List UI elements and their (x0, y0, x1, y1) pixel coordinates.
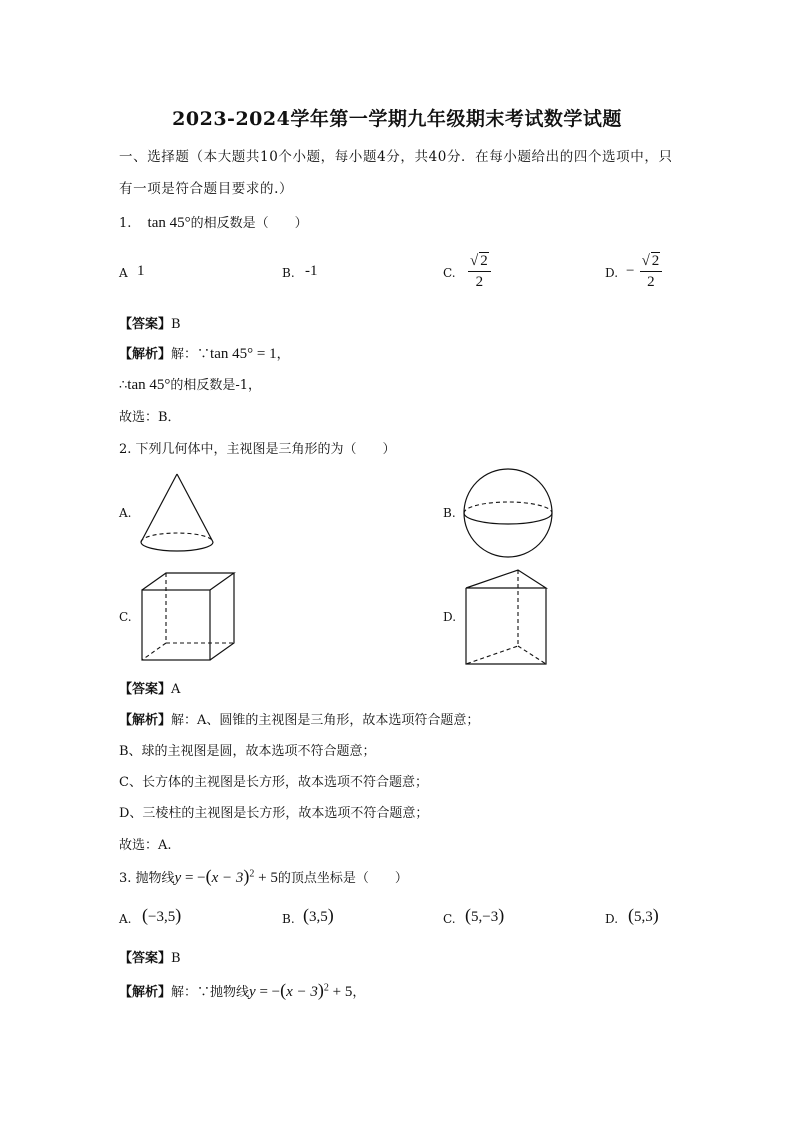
question-number: 1. (119, 216, 132, 231)
stem-text: 的相反数是（ ） (190, 216, 308, 231)
option-b-label: B. (282, 266, 295, 280)
option-a-label: A. (119, 912, 132, 926)
cube-icon (138, 570, 238, 664)
analysis-text: 的相反数是-1， (170, 378, 262, 393)
answer-tag: 【答案】 (119, 317, 172, 332)
answer-tag: 【答案】 (119, 951, 172, 966)
sqrt-radicand: 2 (651, 253, 660, 269)
option-c-label: C. (443, 266, 456, 280)
answer-tag: 【答案】 (119, 682, 172, 697)
answer-value: B (171, 951, 181, 966)
stem-text: 3. 抛物线 (119, 871, 175, 886)
option-c-value: (5,−3) (465, 905, 505, 925)
math-expression: x − 3 (211, 870, 244, 886)
fraction-denominator: 2 (647, 274, 655, 290)
coordinate-value: −3,5 (148, 909, 176, 925)
analysis-tag: 【解析】 (119, 347, 172, 362)
analysis-text: 解：A、圆锥的主视图是三角形，故本选项符合题意； (171, 713, 480, 728)
q2-analysis-3: C、长方体的主视图是长方形，故本选项不符合题意； (119, 775, 428, 790)
q3-answer (119, 947, 181, 966)
analysis-tag: 【解析】 (119, 985, 172, 1000)
math-expression: x − 3 (286, 984, 318, 1000)
cone-icon (136, 470, 218, 556)
math-expression: = − (255, 984, 281, 1000)
analysis-text: 解：∵抛物线 (171, 985, 250, 1000)
sphere-icon (460, 466, 556, 560)
sqrt-radicand: 2 (480, 253, 488, 269)
minus-sign: − (626, 263, 635, 279)
q1-conclusion: 故选：B． (119, 410, 181, 425)
q2-conclusion: 故选：A. (119, 838, 172, 853)
coordinate-value: 5,−3 (471, 909, 499, 925)
section-instructions-line1: 一、选择题（本大题共10个小题，每小题4分，共40分．在每小题给出的四个选项中，只 (119, 149, 673, 165)
page-title: 2023-2024学年第一学期九年级期末考试数学试题 (172, 108, 622, 130)
question-3-stem: 3. 抛物线$y = -(x - 3)^2 + 5$的顶点坐标是（ ） (119, 866, 408, 886)
option-a-value: (−3,5) (142, 905, 182, 925)
answer-value: A (171, 682, 181, 697)
math-expression: tan 45° (127, 377, 171, 393)
option-d-label: D. (605, 912, 619, 926)
analysis-text: ， (352, 985, 366, 1000)
stem-text: 的顶点坐标是（ ） (277, 871, 408, 886)
q1-answer (119, 313, 181, 332)
q3-analysis: 【解析】解：∵抛物线$y = -(x - 3)^2 + 5$， (119, 980, 366, 1000)
option-b-label: B. (443, 506, 456, 520)
q2-answer (119, 678, 180, 697)
option-d-fraction: − $\frac{√ 2}{2}$ (626, 252, 662, 291)
q2-analysis-1 (119, 709, 479, 728)
option-b-label: B. (282, 912, 295, 926)
q1-analysis-1 (119, 343, 290, 363)
math-expression: tan 45° = 1 (210, 346, 277, 362)
math-expression: = − (181, 870, 206, 886)
q2-analysis-2: B、球的主视图是圆，故本选项不符合题意； (119, 744, 376, 759)
math-exponent: 2 (249, 868, 255, 880)
math-expression: + 5 (328, 984, 353, 1000)
answer-value: B (171, 317, 181, 332)
triangular-prism-icon (462, 566, 550, 668)
analysis-tag: 【解析】 (119, 713, 172, 728)
q1-analysis-2 (119, 374, 261, 394)
coordinate-value: 3,5 (309, 909, 328, 925)
analysis-text: 解：∵ (171, 347, 211, 362)
option-c-label: C. (443, 912, 456, 926)
option-d-label: D. (443, 610, 457, 624)
analysis-text: ∴ (119, 378, 128, 393)
option-c-fraction: $\frac{√ 2}{2}$ (468, 252, 491, 291)
option-b-value: -1 (305, 263, 318, 279)
option-d-value: (5,3) (628, 905, 659, 925)
q2-analysis-4: D、三棱柱的主视图是长方形，故本选项不符合题意； (119, 806, 429, 821)
analysis-text: ， (276, 347, 290, 362)
math-variable: y (249, 984, 256, 1000)
math-variable: y (174, 870, 182, 886)
question-2-stem: 2. 下列几何体中，主视图是三角形的为（ ） (119, 442, 396, 457)
question-1-stem (119, 212, 308, 232)
section-instructions-line2: 有一项是符合题目要求的.） (119, 181, 294, 197)
option-a-label: A (119, 266, 128, 280)
coordinate-value: 5,3 (634, 909, 653, 925)
option-d-label: D. (605, 266, 619, 280)
option-b-value: (3,5) (303, 905, 334, 925)
math-expression: + 5 (254, 870, 278, 886)
fraction-denominator: 2 (475, 274, 484, 290)
option-c-label: C. (119, 610, 132, 624)
option-a-label: A. (119, 506, 132, 520)
math-exponent: 2 (323, 982, 329, 994)
math-expression: tan 45° (147, 215, 191, 231)
option-a-value: 1 (137, 263, 145, 279)
